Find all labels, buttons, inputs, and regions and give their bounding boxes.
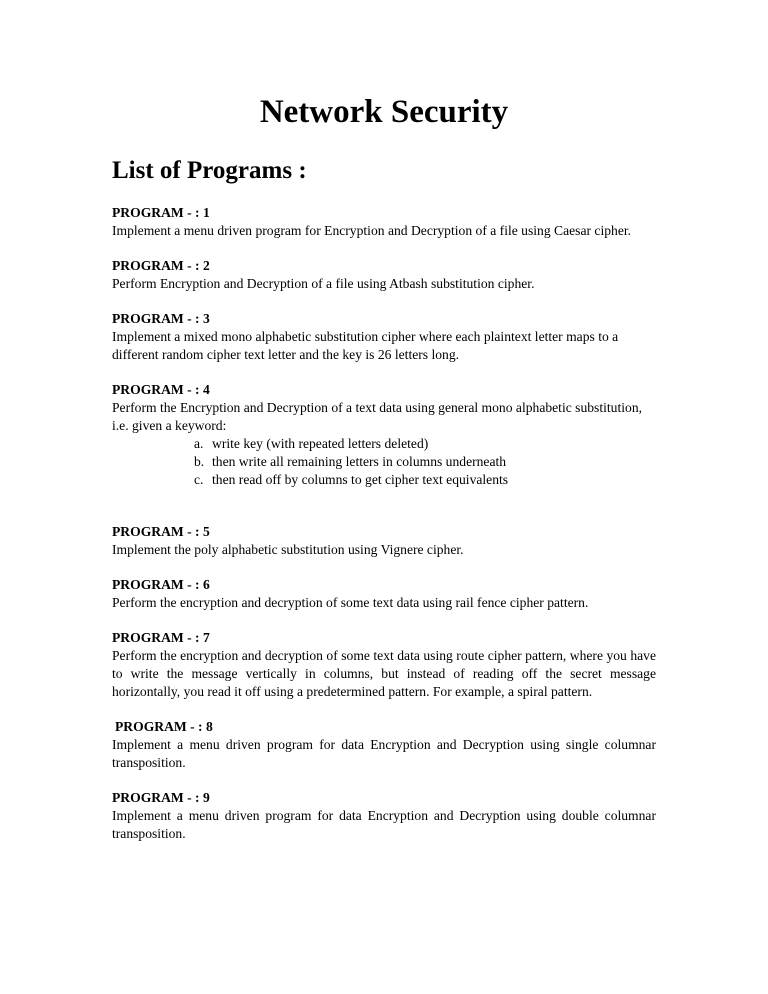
program-step [194, 453, 656, 471]
program-description: Implement a menu driven program for data Encryption and Decryption using double columnar transposition. [112, 808, 656, 841]
step-text: then read off by columns to get cipher text equivalents [212, 472, 509, 487]
program-item [112, 789, 656, 843]
program-item [112, 204, 656, 240]
program-step [194, 471, 656, 489]
program-description: Perform the encryption and decryption of some text data using route cipher pattern, where you have to write the message vertically in columns, but instead of reading off the secret message horizontally, you read it off using a predetermined pattern. For example, a spiral pattern. [112, 648, 656, 699]
program-description: Perform the Encryption and Decryption of a text data using general mono alphabetic substitution, i.e. given a keyword: [112, 400, 643, 433]
program-label: PROGRAM - : 4 [112, 382, 210, 397]
program-label: PROGRAM - : 2 [112, 258, 210, 273]
document-title: Network Security [259, 94, 509, 130]
program-item [112, 523, 656, 559]
program-item [112, 718, 656, 772]
program-description: Implement a menu driven program for data Encryption and Decryption using single columnar transposition. [112, 737, 656, 770]
program-label: PROGRAM - : 7 [112, 630, 210, 645]
program-label: PROGRAM - : 8 [115, 719, 213, 734]
program-description: Perform the encryption and decryption of some text data using rail fence cipher pattern. [112, 595, 589, 610]
program-label: PROGRAM - : 9 [112, 790, 210, 805]
step-marker: b. [194, 454, 205, 469]
step-text: then write all remaining letters in columns underneath [212, 454, 507, 469]
program-description: Implement the poly alphabetic substitution using Vignere cipher. [112, 542, 464, 557]
program-description: Implement a mixed mono alphabetic substitution cipher where each plaintext letter maps to a different random cipher text letter and the key is 26 letters long. [112, 329, 619, 362]
program-step [194, 435, 656, 453]
program-description: Perform Encryption and Decryption of a file using Atbash substitution cipher. [112, 276, 535, 291]
program-steps-list [112, 435, 656, 489]
program-label: PROGRAM - : 3 [112, 311, 210, 326]
list-heading: List of Programs : [112, 157, 307, 184]
program-item [112, 629, 656, 701]
program-item [112, 257, 656, 293]
step-marker: a. [194, 436, 204, 451]
program-description: Implement a menu driven program for Encryption and Decryption of a file using Caesar cipher. [112, 223, 632, 238]
program-label: PROGRAM - : 1 [112, 205, 210, 220]
program-item [112, 310, 656, 364]
program-item [112, 381, 656, 489]
program-item [112, 576, 656, 612]
program-label: PROGRAM - : 6 [112, 577, 210, 592]
program-label: PROGRAM - : 5 [112, 524, 210, 539]
step-text: write key (with repeated letters deleted) [212, 436, 429, 451]
step-marker: c. [194, 472, 204, 487]
